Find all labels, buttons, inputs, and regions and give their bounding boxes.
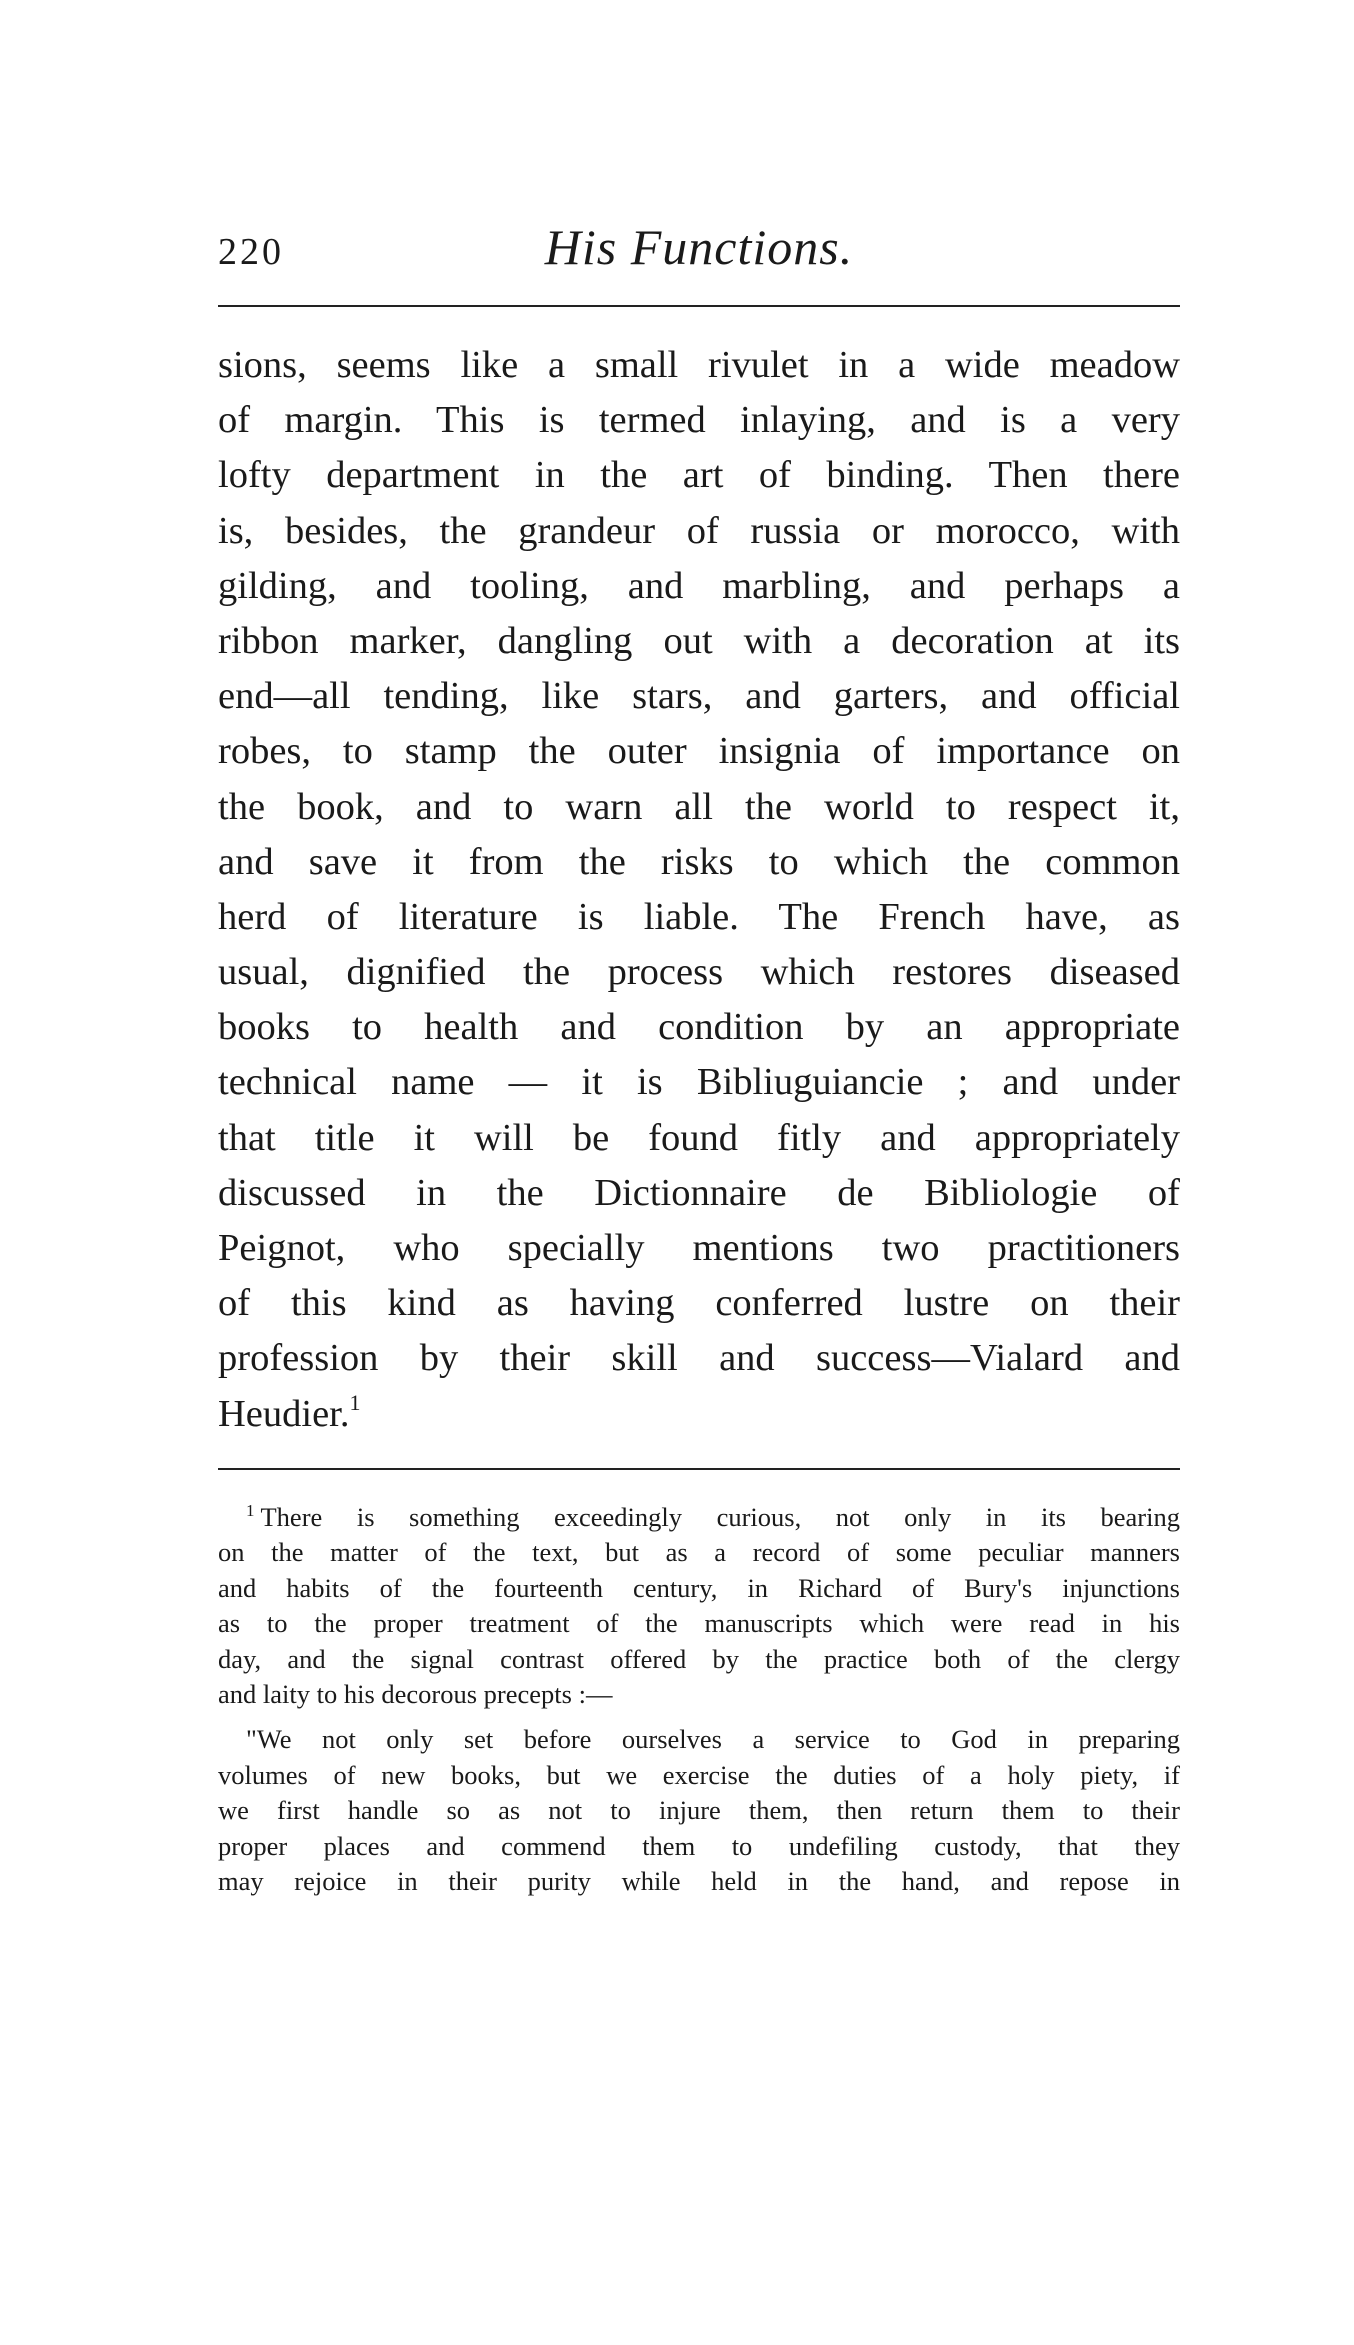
footnote-line: day, and the signal contrast offered by the practice both of the clergy bbox=[218, 1643, 1180, 1674]
footnote-line: "We not only set before ourselves a service to God in preparing bbox=[246, 1724, 1180, 1755]
body-line: Peignot, who specially mentions two practitioners bbox=[218, 1227, 1180, 1269]
header-rule bbox=[218, 305, 1180, 307]
running-head: His Functions. bbox=[544, 219, 854, 275]
body-line: of this kind as having conferred lustre on their bbox=[218, 1282, 1180, 1325]
footnote-line: may rejoice in their purity while held in the hand, and repose in bbox=[218, 1865, 1180, 1896]
footnotes bbox=[218, 1500, 1180, 1899]
footnote-marker: 1 bbox=[246, 1501, 255, 1520]
footnote-line: and habits of the fourteenth century, in Richard of Bury's injunctions bbox=[218, 1572, 1180, 1603]
body-line: ribbon marker, dangling out with a decoration at its bbox=[218, 619, 1180, 662]
body-last-line bbox=[218, 1387, 1180, 1442]
footnote-line: and laity to his decorous precepts :— bbox=[218, 1678, 613, 1709]
body-line: that title it will be found fitly and appropriately bbox=[218, 1116, 1180, 1159]
footnote-line: volumes of new books, but we exercise the duties of a holy piety, if bbox=[218, 1759, 1180, 1790]
body-text bbox=[218, 338, 1180, 1442]
footnote-reference[interactable]: 1 bbox=[349, 1389, 361, 1415]
body-line: of margin. This is termed inlaying, and is a very bbox=[218, 399, 1180, 442]
footnote-line bbox=[218, 1500, 1180, 1535]
page-header bbox=[218, 218, 1180, 288]
body-line: usual, dignified the process which restores diseased bbox=[218, 951, 1180, 994]
body-line: sions, seems like a small rivulet in a wide meadow bbox=[218, 344, 1180, 386]
body-line: the book, and to warn all the world to respect it, bbox=[218, 785, 1180, 828]
footnote-line: as to the proper treatment of the manuscripts which were read in his bbox=[218, 1608, 1180, 1639]
body-line: profession by their skill and success—Vialard and bbox=[218, 1337, 1180, 1380]
footnote-line: we first handle so as not to injure them, then return them to their bbox=[218, 1795, 1180, 1826]
body-line: discussed in the Dictionnaire de Bibliologie of bbox=[218, 1171, 1180, 1214]
body-last-text: Heudier. bbox=[218, 1392, 350, 1435]
page-number: 220 bbox=[218, 231, 284, 273]
body-line: and save it from the risks to which the common bbox=[218, 840, 1180, 883]
body-line: technical name — it is Bibliuguiancie ; and under bbox=[218, 1061, 1180, 1104]
footnote-line: proper places and commend them to undefiling custody, that they bbox=[218, 1830, 1180, 1861]
body-line: books to health and condition by an appropriate bbox=[218, 1006, 1180, 1049]
body-line: herd of literature is liable. The French have, as bbox=[218, 895, 1180, 938]
body-line: robes, to stamp the outer insignia of importance on bbox=[218, 730, 1180, 773]
body-line: is, besides, the grandeur of russia or morocco, with bbox=[218, 509, 1180, 552]
footnote-line: on the matter of the text, but as a record of some peculiar manners bbox=[218, 1537, 1180, 1568]
footnote-line-text: There is something exceedingly curious, not only in its bearing bbox=[260, 1502, 1180, 1532]
footnote-rule bbox=[218, 1468, 1180, 1470]
body-line: lofty department in the art of binding. Then there bbox=[218, 454, 1180, 497]
body-line: end—all tending, like stars, and garters, and official bbox=[218, 675, 1180, 718]
body-line: gilding, and tooling, and marbling, and perhaps a bbox=[218, 564, 1180, 607]
